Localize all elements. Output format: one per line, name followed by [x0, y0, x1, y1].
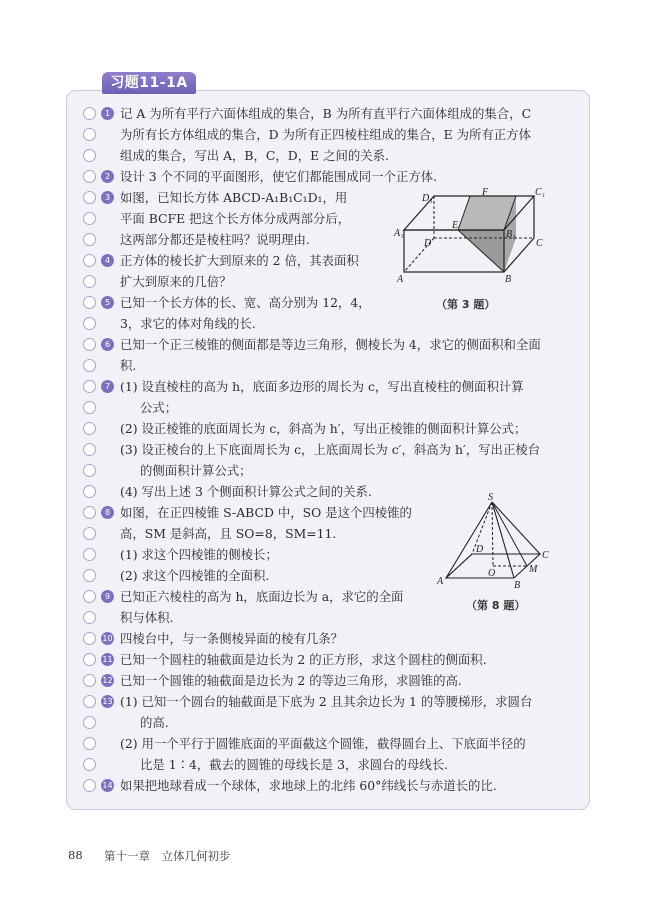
exercise-number-badge: 7 [101, 380, 114, 393]
exercise-number-badge: 2 [101, 170, 114, 183]
exercise-7-text: 的侧面积计算公式； [140, 463, 252, 478]
binding-ring-icon [83, 443, 96, 456]
label-O: O [488, 568, 496, 579]
binding-ring-icon [83, 632, 96, 645]
exercise-7-text: 公式； [140, 400, 178, 415]
exercise-7-text: (1) 设直棱柱的高为 h，底面多边形的周长为 c，写出直棱柱的侧面积计算 [120, 379, 524, 394]
label-A: A [437, 576, 444, 587]
binding-ring-icon [83, 611, 96, 624]
exercise-9-text: 积与体积. [120, 610, 174, 625]
binding-ring-icon [83, 674, 96, 687]
label-M: M [529, 564, 538, 575]
binding-ring-icon [83, 170, 96, 183]
exercise-number-badge: 13 [102, 697, 113, 706]
exercise-14-text: 如果把地球看成一个球体，求地球上的北纬 60°纬线长与赤道长的比. [120, 778, 497, 793]
exercise-1-text: 为所有长方体组成的集合，D 为所有正四棱柱组成的集合，E 为所有正方体 [120, 127, 531, 142]
binding-ring-icon [83, 569, 96, 582]
exercise-2-text: 设计 3 个不同的平面图形，使它们都能围成同一个正方体. [120, 169, 438, 184]
exercise-3-text: 这两部分都还是棱柱吗？说明理由. [120, 232, 310, 247]
exercise-number-badge: 6 [101, 338, 114, 351]
exercise-13-text: 比是 1∶4，截去的圆锥的母线长是 3，求圆台的母线长. [140, 757, 449, 772]
pyramid-hidden-edge [446, 554, 472, 578]
binding-ring-icon [83, 527, 96, 540]
exercise-10-text: 四棱台中，与一条侧棱异面的棱有几条？ [120, 631, 344, 646]
binding-ring-icon [83, 464, 96, 477]
page-number: 88 [68, 848, 83, 862]
binding-ring-icon [83, 212, 96, 225]
binding-ring-icon [83, 737, 96, 750]
label-B: B [514, 580, 521, 591]
exercise-number-badge: 12 [102, 676, 113, 685]
exercise-8-text: 如图，在正四棱锥 S-ABCD 中，SO 是这个四棱锥的 [120, 505, 412, 520]
figure-pyramid [436, 492, 556, 592]
pyramid-height-so [492, 502, 493, 566]
binding-ring-icon [83, 590, 96, 603]
figure-3-caption: （第 3 题） [436, 298, 496, 311]
binding-ring-icon [83, 401, 96, 414]
binding-ring-icon [83, 317, 96, 330]
exercise-number-badge: 4 [101, 254, 114, 267]
exercise-7-text: (4) 写出上述 3 个侧面积计算公式之间的关系. [120, 484, 372, 499]
exercise-7-text: (2) 设正棱锥的底面周长为 c，斜高为 h′，写出正棱锥的侧面积计算公式； [120, 421, 527, 436]
label-C1: C₁ [535, 187, 546, 198]
exercise-number-badge: 8 [101, 506, 114, 519]
label-B1: B₁ [506, 229, 516, 240]
figure-cuboid [396, 188, 546, 308]
binding-ring-icon [83, 779, 96, 792]
label-D: D [476, 544, 484, 555]
label-D: D [424, 238, 432, 249]
exercise-4-text: 扩大到原来的几倍？ [120, 274, 232, 289]
exercise-9-text: 已知正六棱柱的高为 h，底面边长为 a，求它的全面 [120, 589, 404, 604]
exercise-3-text: 平面 BCFE 把这个长方体分成两部分后， [120, 211, 351, 226]
label-C: C [542, 550, 549, 561]
binding-ring-icon [83, 275, 96, 288]
exercise-section-tab: 习题11-1A [102, 72, 196, 94]
figure-8-caption: （第 8 题） [466, 599, 526, 612]
exercise-8-text: (2) 求这个四棱锥的全面积. [120, 568, 270, 583]
pyramid-edge-sa [446, 502, 492, 578]
label-F: F [482, 187, 489, 198]
binding-ring-icon [83, 716, 96, 729]
binding-ring-icon [83, 191, 96, 204]
binding-ring-icon [83, 233, 96, 246]
exercise-13-text: (1) 已知一个圆台的轴截面是下底为 2 且其余边长为 1 的等腰梯形，求圆台 [120, 694, 533, 709]
label-A1: A₁ [394, 228, 404, 239]
exercise-6-text: 积. [120, 358, 137, 373]
exercise-number-badge: 1 [101, 107, 114, 120]
exercise-number-badge: 9 [101, 590, 114, 603]
label-D1: D₁ [422, 193, 433, 204]
exercise-7-text: (3) 设正棱台的上下底面周长为 c，上底面周长为 c′，斜高为 h′，写出正棱台 [120, 442, 541, 457]
binding-ring-icon [83, 296, 96, 309]
binding-ring-icon [83, 149, 96, 162]
label-C: C [536, 238, 543, 249]
exercise-11-text: 已知一个圆柱的轴截面是边长为 2 的正方形，求这个圆柱的侧面积. [120, 652, 487, 667]
binding-ring-icon [83, 422, 96, 435]
exercise-number-badge: 3 [101, 191, 114, 204]
exercise-13-text: 的高. [140, 715, 169, 730]
exercise-number-badge: 11 [102, 655, 113, 664]
binding-ring-icon [83, 758, 96, 771]
label-A: A [397, 274, 404, 285]
exercise-3-text: 如图，已知长方体 ABCD-A₁B₁C₁D₁，用 [120, 190, 348, 205]
binding-ring-icon [83, 380, 96, 393]
exercise-5-text: 3，求它的体对角线的长. [120, 316, 256, 331]
label-S: S [488, 492, 493, 503]
label-B: B [505, 274, 512, 285]
exercise-6-text: 已知一个正三棱锥的侧面都是等边三角形，侧棱长为 4，求它的侧面积和全面 [120, 337, 541, 352]
binding-ring-icon [83, 359, 96, 372]
label-E: E [452, 220, 459, 231]
exercise-5-text: 已知一个长方体的长、宽、高分别为 12，4， [120, 295, 371, 310]
exercise-number-badge: 14 [102, 781, 113, 790]
exercise-1-text: 组成的集合，写出 A，B，C，D，E 之间的关系. [120, 148, 389, 163]
binding-ring-icon [83, 548, 96, 561]
exercise-number-badge: 5 [101, 296, 114, 309]
binding-ring-icon [83, 485, 96, 498]
exercise-8-text: (1) 求这个四棱锥的侧棱长； [120, 547, 278, 562]
binding-ring-icon [83, 338, 96, 351]
exercise-4-text: 正方体的棱长扩大到原来的 2 倍，其表面积 [120, 253, 359, 268]
chapter-title: 第十一章 立体几何初步 [104, 849, 231, 863]
binding-ring-icon [83, 506, 96, 519]
binding-ring-icon [83, 695, 96, 708]
binding-ring-icon [83, 107, 96, 120]
binding-ring-icon [83, 653, 96, 666]
binding-ring-icon [83, 128, 96, 141]
exercise-12-text: 已知一个圆锥的轴截面是边长为 2 的等边三角形，求圆锥的高. [120, 673, 462, 688]
exercise-number-badge: 10 [102, 634, 113, 643]
exercise-8-text: 高，SM 是斜高，且 SO=8，SM=11. [120, 526, 337, 541]
binding-ring-icon [83, 254, 96, 267]
exercise-1-text: 记 A 为所有平行六面体组成的集合，B 为所有直平行六面体组成的集合，C [120, 106, 532, 121]
exercise-13-text: (2) 用一个平行于圆锥底面的平面截这个圆锥，截得圆台上、下底面半径的 [120, 736, 526, 751]
